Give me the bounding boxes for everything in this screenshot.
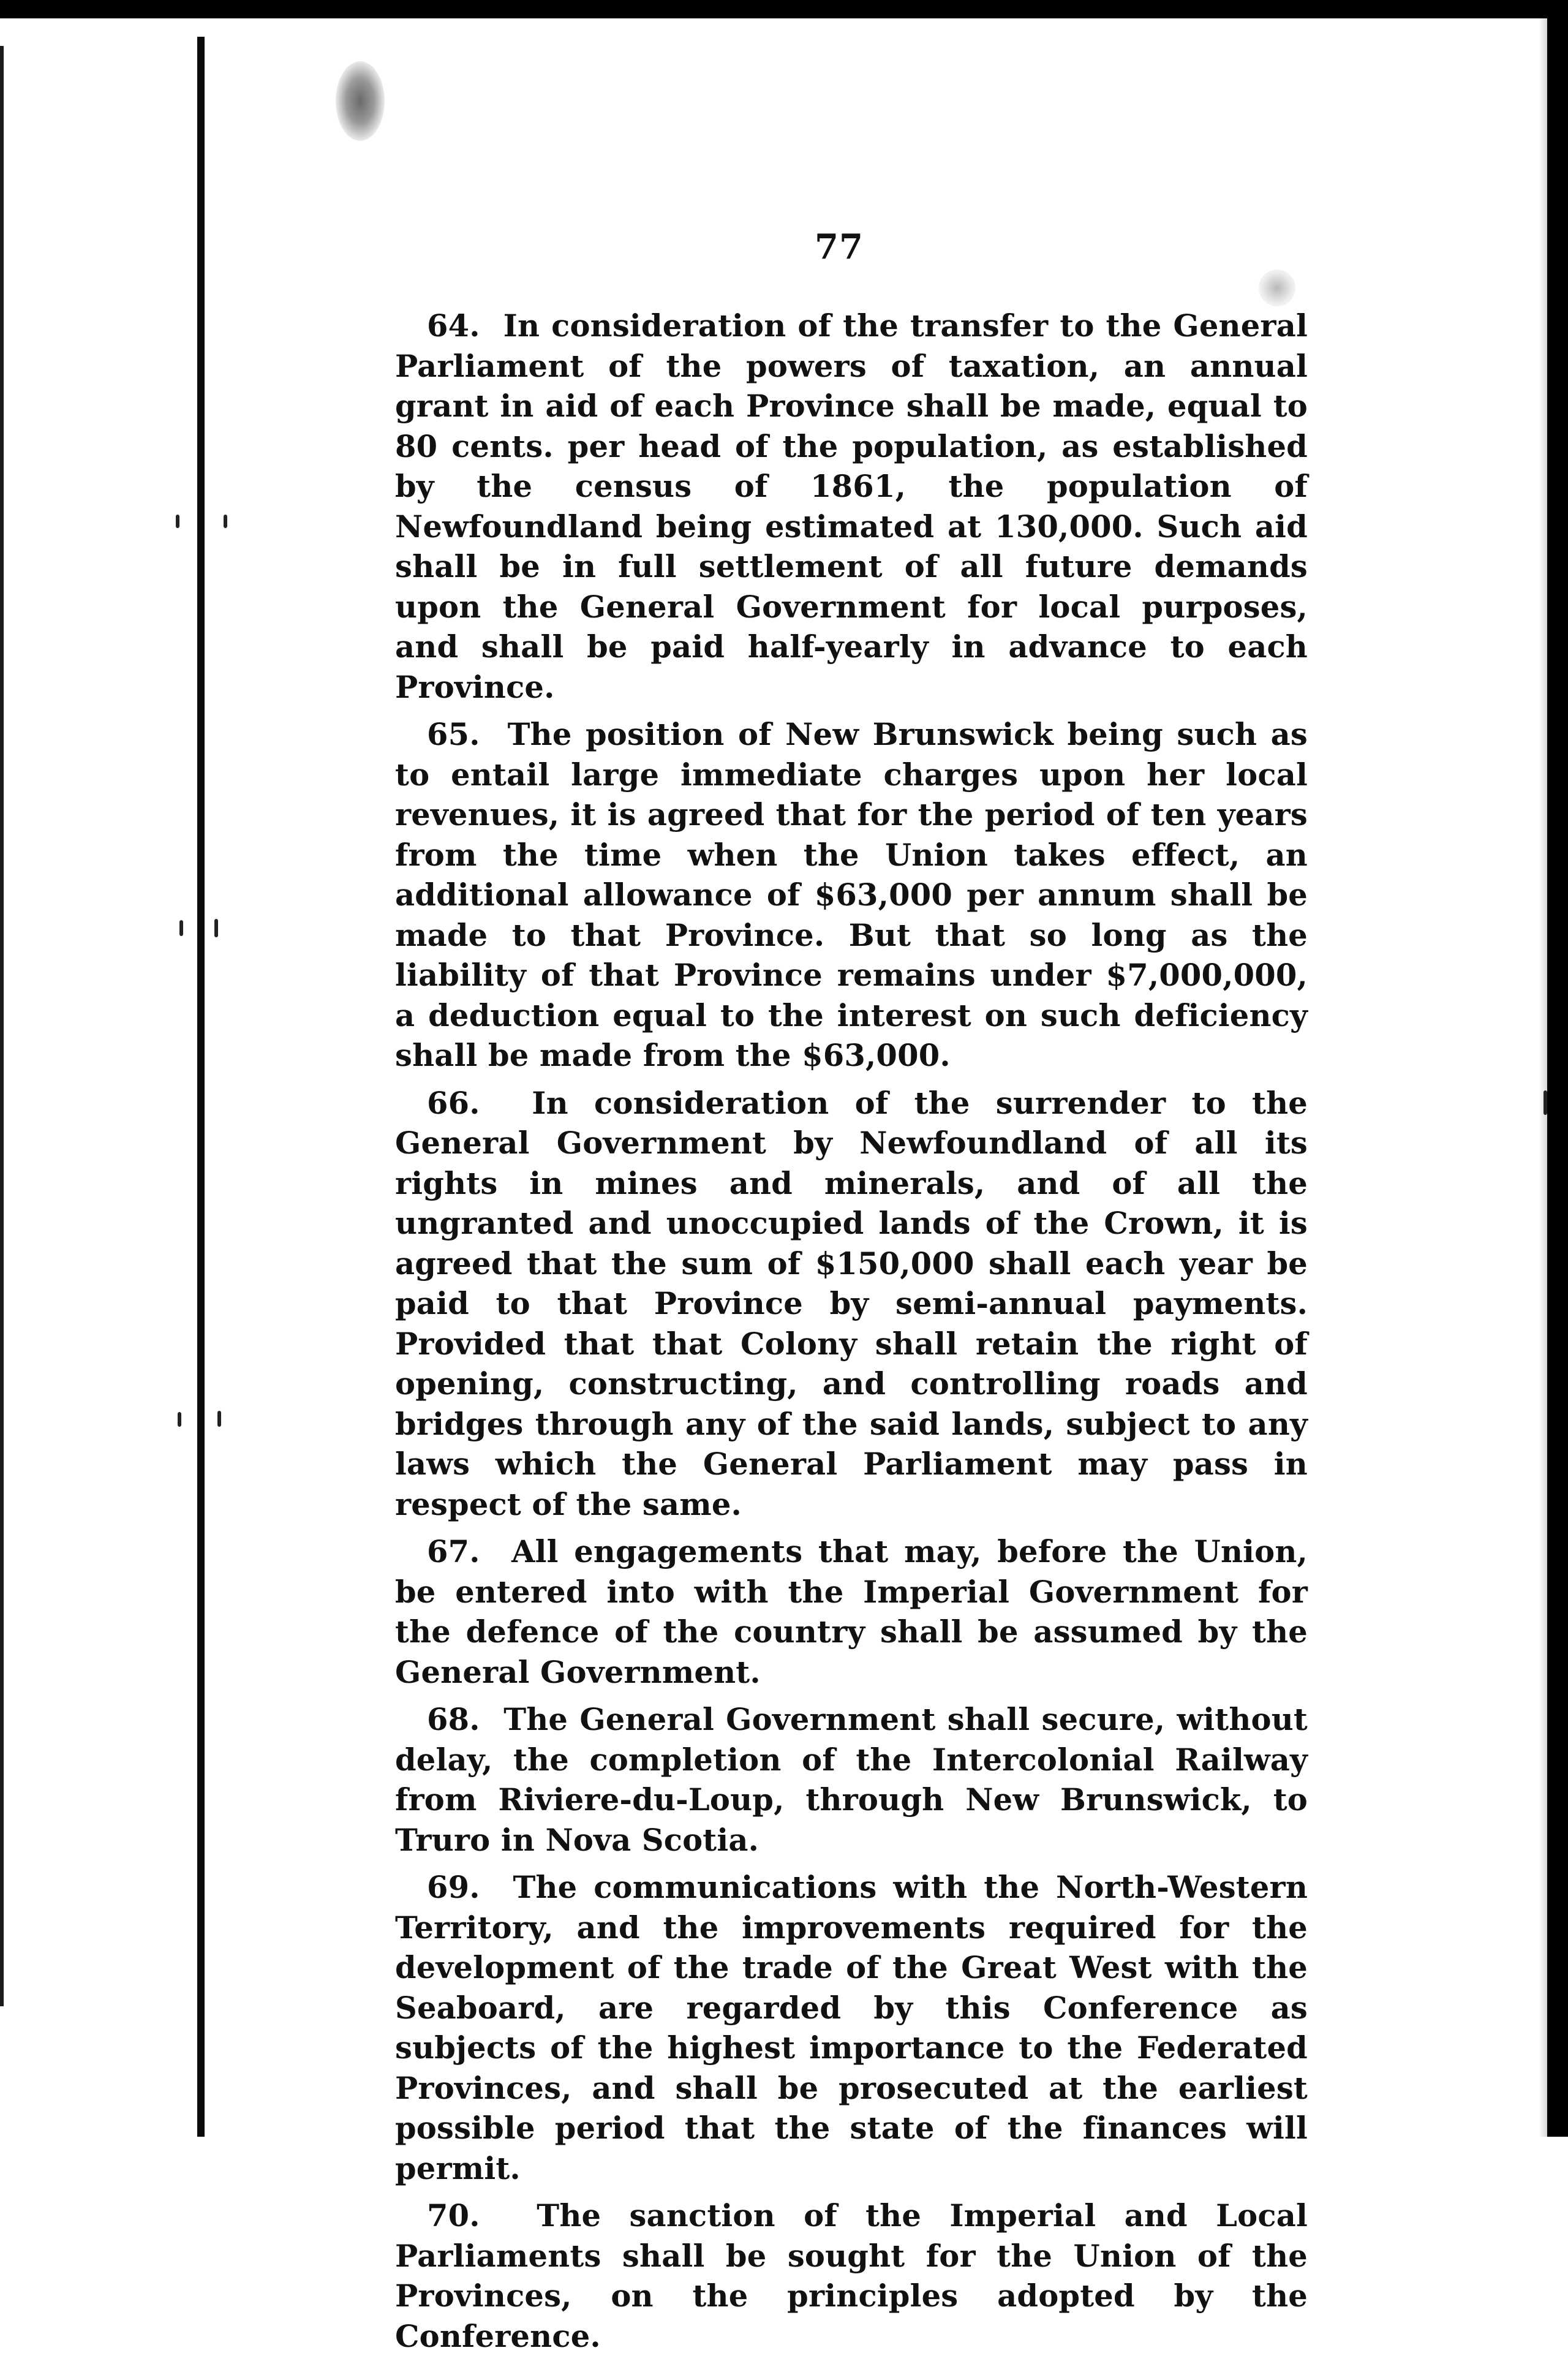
paragraph-text: All engagements that may, before the Union, be entered into with the Imperial Government for the defence of the country shall be assumed by the General Government. [395, 1534, 1308, 1690]
paragraph-number: 70. [427, 2198, 480, 2234]
paragraph-64 [395, 306, 1308, 708]
margin-mark [176, 515, 179, 528]
paragraph-65 [395, 715, 1308, 1076]
margin-mark [217, 1411, 221, 1427]
margin-mark [1544, 1090, 1547, 1115]
paragraph-text: The General Government shall secure, without delay, the completion of the Intercolonial Railway from Riviere-du-Loup, through New Brunswick, to Truro in Nova Scotia. [395, 1702, 1308, 1858]
ink-blot [336, 61, 385, 141]
paragraph-text: The position of New Brunswick being such as to entail large immediate charges upon her local revenues, it is agreed that for the period of ten years from the time when the Union takes effect, an additional allowance of $63,000 per annum shall be made to that Province. But that so long as the liability of that Province remains under $7,000,000, a deduction equal to the interest on such deficiency shall be made from the $63,000. [395, 717, 1308, 1073]
paragraph-number: 65. [427, 717, 480, 752]
paragraph-69 [395, 1868, 1308, 2189]
ink-smudge [1259, 270, 1295, 306]
paragraph-text: The sanction of the Imperial and Local Parliaments shall be sought for the Union of the Provinces, on the principles adopted by the Conference. [395, 2198, 1308, 2354]
margin-mark [224, 515, 227, 528]
paragraph-text: In consideration of the surrender to the General Government by Newfoundland of all its rights in mines and minerals, and of all the ungranted and unoccupied lands of the Crown, it is agreed that the sum of $150,000 shall each year be paid to that Province by semi-annual payments. Provided that that Colony shall retain the right of opening, constructing, and controlling roads and bridges through any of the said lands, subject to any laws which the General Parliament may pass in respect of the same. [395, 1085, 1308, 1522]
paragraph-66 [395, 1084, 1308, 1525]
margin-mark [214, 919, 218, 937]
left-page-edge [0, 46, 4, 2006]
paragraph-67 [395, 1532, 1308, 1693]
scan-right-border [1547, 0, 1568, 2137]
paragraph-number: 64. [427, 308, 480, 344]
scan-right-shadow [1539, 18, 1547, 2137]
paragraph-70 [395, 2196, 1308, 2357]
paragraph-number: 67. [427, 1534, 480, 1569]
paragraph-text: The communications with the North-Western Territory, and the improvements required for the development of the trade of the Great West with the Seaboard, are regarded by this Conference as subjects of the highest importance to the Federated Provinces, and shall be prosecuted at the earliest possible period that the state of the finances will permit. [395, 1870, 1308, 2186]
text-body [395, 306, 1308, 2364]
paragraph-number: 68. [427, 1702, 480, 1737]
paragraph-68 [395, 1700, 1308, 1860]
paragraph-text: In consideration of the transfer to the General Parliament of the powers of taxation, an annual grant in aid of each Province shall be made, equal to 80 cents. per head of the population, as established by the census of 1861, the population of Newfoundland being estimated at 130,000. Such aid shall be in full settlement of all future demands upon the General Government for local purposes, and shall be paid half-yearly in advance to each Province. [395, 308, 1308, 705]
scan-top-border [0, 0, 1568, 18]
paragraph-number: 69. [427, 1870, 480, 1905]
page-number: 77 [815, 227, 864, 267]
paragraph-number: 66. [427, 1085, 480, 1121]
margin-mark [178, 1412, 181, 1427]
margin-mark [179, 920, 183, 936]
binding-line [197, 37, 205, 2137]
